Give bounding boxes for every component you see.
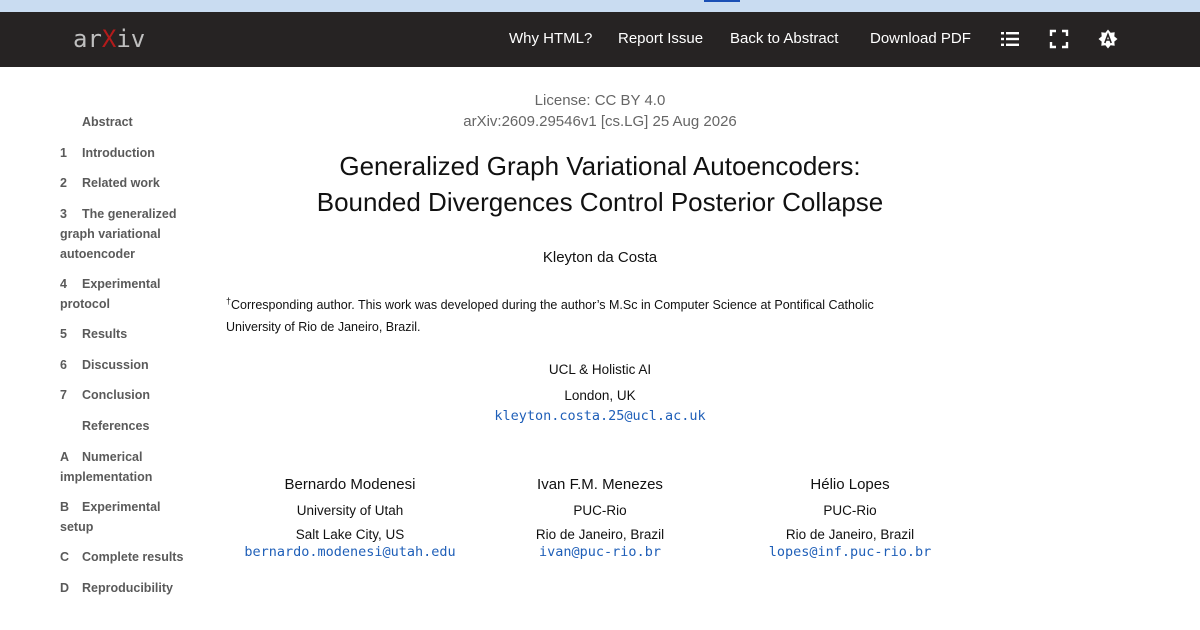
- toc-number: 5: [60, 327, 67, 341]
- download-pdf-link[interactable]: Download PDF: [870, 30, 971, 47]
- toc-item-results[interactable]: [60, 324, 190, 344]
- toc-label: Discussion: [82, 358, 149, 372]
- footnote-text: Corresponding author. This work was developed during the author’s M.Sc in Computer Science at Pontifical Catholic University of Rio de Janeiro, Brazil.: [226, 298, 874, 335]
- toc-label: Results: [82, 327, 128, 341]
- report-issue-link[interactable]: Report Issue: [618, 30, 704, 47]
- affiliation-place: London, UK: [564, 388, 636, 403]
- coauthor-org: PUC-Rio: [573, 503, 627, 518]
- coauthor-org: University of Utah: [296, 503, 404, 518]
- coauthor-place: Rio de Janeiro, Brazil: [785, 527, 915, 542]
- toc-number: C: [60, 550, 70, 564]
- toc-label: Introduction: [82, 146, 155, 160]
- title-line-1: Generalized Graph Variational Autoencoders:: [339, 151, 861, 181]
- toc-label: References: [82, 419, 150, 433]
- toc-item-related-work[interactable]: [60, 173, 190, 193]
- coauthor-place: Salt Lake City, US: [295, 527, 405, 542]
- toc-item-experimental-protocol[interactable]: [60, 274, 190, 314]
- toc-item-conclusion[interactable]: [60, 385, 190, 405]
- info-strip-link[interactable]: [704, 0, 740, 2]
- toc-item-generalized-gvae[interactable]: [60, 204, 190, 264]
- toc-number: A: [60, 450, 70, 464]
- toc-number: 3: [60, 207, 67, 221]
- coauthor-place: Rio de Janeiro, Brazil: [535, 527, 665, 542]
- toc-item-abstract[interactable]: [60, 112, 190, 132]
- logo-suffix: iv: [116, 25, 146, 53]
- footnote-mark: †: [226, 296, 232, 306]
- author-email-link[interactable]: kleyton.costa.25@ucl.ac.uk: [494, 408, 706, 424]
- logo-x: X: [101, 25, 117, 53]
- toc-label: Reproducibility: [82, 581, 173, 595]
- back-to-abstract-link[interactable]: Back to Abstract: [730, 30, 839, 47]
- toc-item-reproducibility[interactable]: [60, 578, 190, 598]
- coauthor-name: Ivan F.M. Menezes: [537, 476, 663, 493]
- license-text: License: CC BY 4.0: [534, 92, 666, 109]
- toc-label: The generalized graph variational autoencoder: [60, 207, 177, 261]
- why-html-link[interactable]: Why HTML?: [509, 30, 593, 47]
- title-line-2: Bounded Divergences Control Posterior Collapse: [316, 187, 884, 217]
- coauthor-name: Bernardo Modenesi: [284, 476, 416, 493]
- toc-number: 7: [60, 388, 67, 402]
- toc-number: 6: [60, 358, 67, 372]
- toc-item-numerical-implementation[interactable]: [60, 447, 190, 487]
- toc-item-discussion[interactable]: [60, 355, 190, 375]
- toc-label: Abstract: [82, 115, 133, 129]
- toc-label: Conclusion: [82, 388, 151, 402]
- toc-label: Experimental protocol: [60, 277, 161, 311]
- toc-item-references[interactable]: [60, 416, 190, 436]
- coauthor-org: PUC-Rio: [823, 503, 877, 518]
- toc-number: 4: [60, 277, 67, 291]
- toc-item-experimental-setup[interactable]: [60, 497, 190, 537]
- toc-label: Experimental setup: [60, 500, 161, 534]
- toc-item-complete-results[interactable]: [60, 547, 190, 567]
- coauthor-email-link[interactable]: bernardo.modenesi@utah.edu: [244, 544, 456, 560]
- list-icon[interactable]: [1000, 29, 1020, 49]
- toc-label: Numerical implementation: [60, 450, 153, 484]
- browser-info-strip: [0, 0, 1200, 12]
- toc-number: 1: [60, 146, 67, 160]
- toc-item-introduction[interactable]: [60, 143, 190, 163]
- toc-number: D: [60, 581, 70, 595]
- toc-label: Complete results: [82, 550, 184, 564]
- navbar: [0, 12, 1200, 67]
- toc-number: 2: [60, 176, 67, 190]
- toc-number: B: [60, 500, 70, 514]
- main-affiliation: [400, 362, 800, 424]
- arxiv-identifier: arXiv:2609.29546v1 [cs.LG] 25 Aug 2026: [463, 113, 737, 130]
- affiliation-org: UCL & Holistic AI: [548, 362, 652, 377]
- logo-prefix: ar: [73, 25, 102, 53]
- main-author-name: Kleyton da Costa: [542, 249, 658, 266]
- theme-icon[interactable]: [1098, 29, 1118, 49]
- coauthor-email-link[interactable]: lopes@inf.puc-rio.br: [768, 544, 932, 560]
- paper-title: [200, 148, 1000, 220]
- arxiv-logo[interactable]: [73, 25, 145, 53]
- author-footnote: [226, 290, 886, 338]
- fullscreen-icon[interactable]: [1049, 29, 1069, 49]
- coauthor-block: [700, 476, 1000, 560]
- coauthor-email-link[interactable]: ivan@puc-rio.br: [539, 544, 661, 560]
- toc-label: Related work: [82, 176, 160, 190]
- coauthor-name: Hélio Lopes: [810, 476, 890, 493]
